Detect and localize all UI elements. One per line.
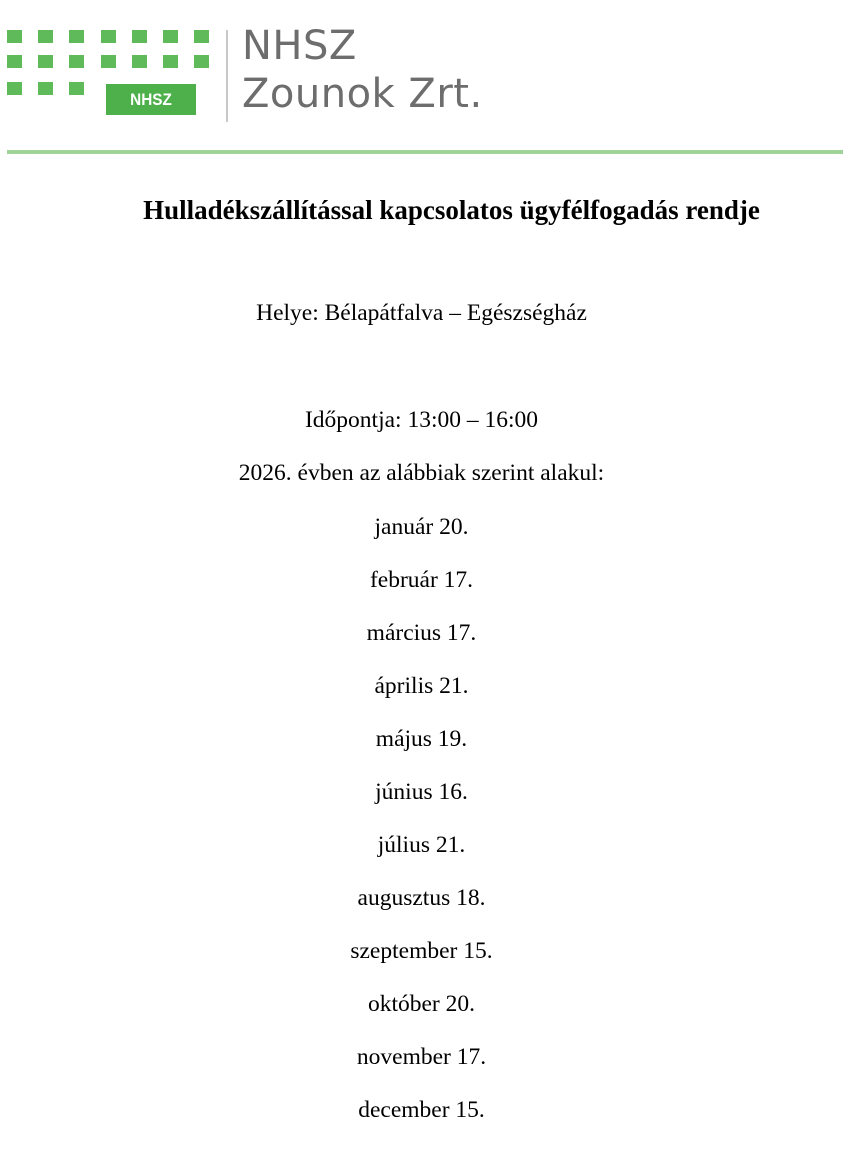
- logo-square: [101, 55, 116, 68]
- list-item: február 17.: [369, 567, 474, 593]
- intro-line: 2026. évben az alábbiak szerint alakul:: [238, 460, 605, 486]
- logo-square: [194, 30, 209, 43]
- list-item: május 19.: [375, 726, 468, 752]
- logo-square: [101, 30, 116, 43]
- company-logo: [0, 0, 843, 160]
- list-item: november 17.: [356, 1044, 487, 1070]
- date-list: [0, 511, 843, 1147]
- company-name: [242, 22, 483, 118]
- logo-square: [69, 30, 84, 43]
- list-item: január 20.: [374, 514, 469, 540]
- header-divider: [7, 150, 843, 154]
- document-title: Hulladékszállítással kapcsolatos ügyfélfogadás rendje: [143, 195, 760, 225]
- logo-square: [7, 55, 22, 68]
- logo-square: [38, 30, 53, 43]
- list-item: június 16.: [375, 779, 468, 805]
- logo-square: [163, 55, 178, 68]
- logo-square: [7, 82, 22, 95]
- list-item: július 21.: [377, 832, 466, 858]
- list-item: április 21.: [374, 673, 469, 699]
- logo-square: [132, 55, 147, 68]
- logo-square: [7, 30, 22, 43]
- company-name-line1: NHSZ: [242, 23, 357, 69]
- logo-square: [132, 30, 147, 43]
- list-item: szeptember 15.: [350, 938, 493, 964]
- location-line: Helye: Bélapátfalva – Egészségház: [256, 300, 587, 326]
- logo-square: [38, 82, 53, 95]
- logo-square: [194, 55, 209, 68]
- company-name-line2: Zounok Zrt.: [242, 71, 483, 117]
- logo-square: [69, 55, 84, 68]
- list-item: október 20.: [367, 991, 476, 1017]
- list-item: augusztus 18.: [357, 885, 486, 911]
- logo-square: [38, 55, 53, 68]
- time-line: Időpontja: 13:00 – 16:00: [304, 407, 539, 433]
- list-item: március 17.: [366, 620, 477, 646]
- logo-badge: NHSZ: [106, 84, 196, 115]
- logo-square: [163, 30, 178, 43]
- logo-square: [69, 82, 84, 95]
- logo-divider: [226, 30, 228, 122]
- list-item: december 15.: [358, 1097, 485, 1123]
